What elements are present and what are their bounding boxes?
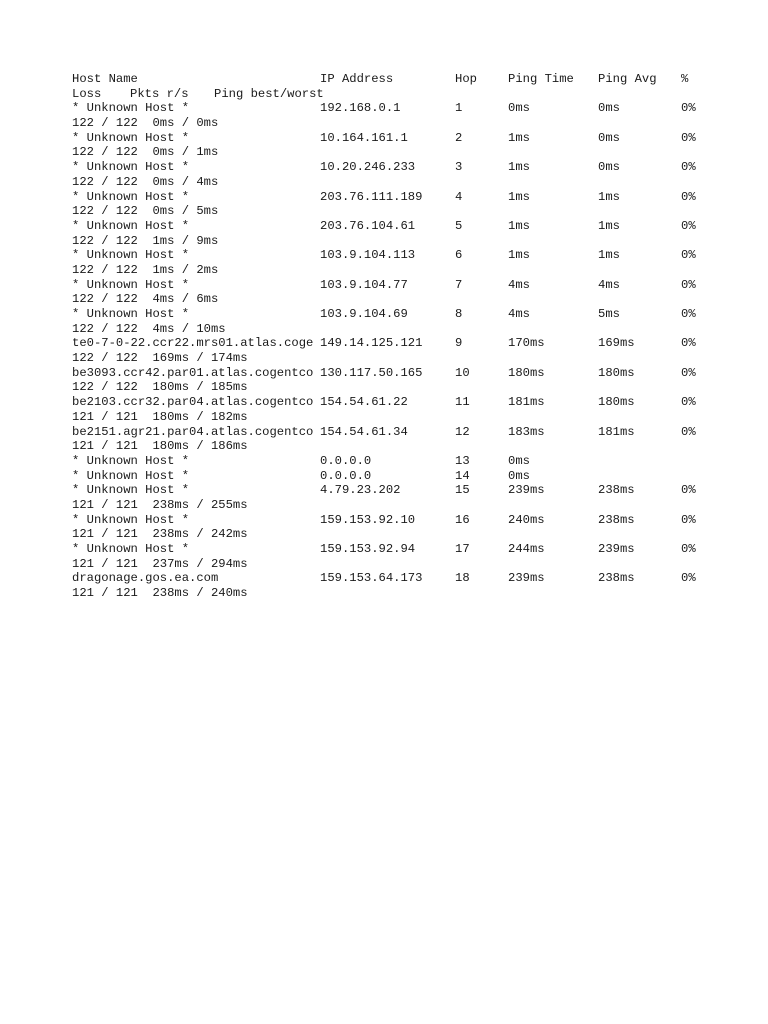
- ping-time: 170ms: [508, 336, 545, 351]
- packets-and-best-worst: 122 / 122 4ms / 6ms: [72, 292, 219, 307]
- header-row: [72, 72, 712, 87]
- loss-percent: 0%: [681, 483, 696, 498]
- packets-and-best-worst: 121 / 121 180ms / 186ms: [72, 439, 248, 454]
- hop-stats-row: [72, 586, 712, 601]
- hop-number: 18: [455, 571, 470, 586]
- ip-address: 203.76.111.189: [320, 189, 423, 204]
- loss-percent: 0%: [681, 571, 696, 586]
- hop-stats-row: [72, 234, 712, 249]
- loss-percent: 0%: [681, 365, 696, 380]
- hop-row: [72, 513, 712, 528]
- ping-avg: 1ms: [598, 189, 620, 204]
- ip-address: 159.153.92.94: [320, 542, 416, 556]
- hop-row: [72, 366, 712, 381]
- host-name: * Unknown Host *: [72, 483, 190, 498]
- hop-number: 2: [455, 130, 463, 145]
- hop-number: 10: [455, 365, 470, 380]
- hop-row: [72, 101, 712, 116]
- ping-avg: 238ms: [598, 512, 635, 527]
- header-hop: Hop: [455, 72, 477, 86]
- packets-and-best-worst: 121 / 121 238ms / 240ms: [72, 586, 248, 601]
- hop-row: [72, 571, 712, 586]
- loss-percent: 0%: [681, 160, 696, 175]
- hop-row: [72, 454, 712, 469]
- ping-time: 1ms: [508, 160, 530, 175]
- loss-percent: 0%: [681, 307, 696, 321]
- hop-row: [72, 219, 712, 234]
- header-percent: %: [681, 72, 689, 86]
- ping-avg: 0ms: [598, 101, 620, 116]
- loss-percent: 0%: [681, 218, 696, 233]
- host-name: be3093.ccr42.par01.atlas.cogentco: [72, 365, 314, 380]
- ip-address: 159.153.92.10: [320, 512, 416, 527]
- ip-address: 154.54.61.22: [320, 395, 408, 410]
- host-name: * Unknown Host *: [72, 248, 190, 263]
- ping-avg: 180ms: [598, 395, 635, 410]
- packets-and-best-worst: 122 / 122 0ms / 5ms: [72, 204, 219, 219]
- loss-percent: 0%: [681, 101, 696, 116]
- hop-row: [72, 483, 712, 498]
- loss-percent: 0%: [681, 189, 696, 204]
- ip-address: 103.9.104.69: [320, 307, 408, 321]
- hop-number: 1: [455, 101, 463, 116]
- ping-avg: 5ms: [598, 307, 620, 321]
- hop-row: [72, 469, 712, 484]
- hop-stats-row: [72, 145, 712, 160]
- ping-time: 0ms: [508, 101, 530, 116]
- host-name: * Unknown Host *: [72, 277, 190, 292]
- packets-and-best-worst: 121 / 121 237ms / 294ms: [72, 556, 248, 571]
- packets-and-best-worst: 122 / 122 4ms / 10ms: [72, 321, 226, 336]
- host-name: * Unknown Host *: [72, 101, 190, 116]
- ip-address: 103.9.104.113: [320, 248, 416, 263]
- hop-number: 12: [455, 424, 470, 439]
- hop-row: [72, 395, 712, 410]
- hop-row: [72, 542, 712, 557]
- traceroute-report: [72, 72, 712, 601]
- host-name: * Unknown Host *: [72, 130, 190, 145]
- hop-row: [72, 336, 712, 351]
- ip-address: 154.54.61.34: [320, 424, 408, 439]
- hop-stats-row: [72, 439, 712, 454]
- header-host-name: Host Name: [72, 72, 138, 86]
- host-name: be2103.ccr32.par04.atlas.cogentco: [72, 395, 314, 410]
- host-name: * Unknown Host *: [72, 512, 190, 527]
- hop-number: 17: [455, 542, 470, 556]
- hop-stats-row: [72, 292, 712, 307]
- hop-number: 6: [455, 248, 463, 263]
- loss-percent: 0%: [681, 130, 696, 145]
- ping-time: 1ms: [508, 189, 530, 204]
- hop-row: [72, 190, 712, 205]
- ping-avg: 169ms: [598, 336, 635, 351]
- hop-stats-row: [72, 498, 712, 513]
- host-name: be2151.agr21.par04.atlas.cogentco: [72, 424, 314, 439]
- ping-avg: 180ms: [598, 365, 635, 380]
- ip-address: 130.117.50.165: [320, 365, 423, 380]
- ping-time: 1ms: [508, 218, 530, 233]
- ping-avg: 1ms: [598, 218, 620, 233]
- host-name: * Unknown Host *: [72, 542, 190, 556]
- hop-number: 11: [455, 395, 470, 410]
- ip-address: 159.153.64.173: [320, 571, 423, 586]
- ping-time: 4ms: [508, 307, 530, 321]
- hop-stats-row: [72, 175, 712, 190]
- packets-and-best-worst: 122 / 122 169ms / 174ms: [72, 351, 248, 366]
- loss-percent: 0%: [681, 512, 696, 527]
- packets-and-best-worst: 121 / 121 238ms / 242ms: [72, 527, 248, 542]
- header-ping-avg: Ping Avg: [598, 72, 657, 86]
- hop-row: [72, 307, 712, 322]
- packets-and-best-worst: 121 / 121 180ms / 182ms: [72, 409, 248, 424]
- header-ping-best-worst: Ping best/worst: [214, 86, 324, 101]
- ip-address: 0.0.0.0: [320, 453, 372, 468]
- hop-number: 15: [455, 483, 470, 498]
- ip-address: 4.79.23.202: [320, 483, 401, 498]
- header-ip-address: IP Address: [320, 72, 394, 86]
- ip-address: 10.20.246.233: [320, 160, 416, 175]
- hop-number: 16: [455, 512, 470, 527]
- header-row-2: [72, 87, 712, 102]
- packets-and-best-worst: 122 / 122 0ms / 1ms: [72, 145, 219, 160]
- hop-row: [72, 248, 712, 263]
- hop-stats-row: [72, 116, 712, 131]
- packets-and-best-worst: 122 / 122 0ms / 4ms: [72, 174, 219, 189]
- ping-avg: 1ms: [598, 248, 620, 263]
- packets-and-best-worst: 121 / 121 238ms / 255ms: [72, 497, 248, 512]
- header-ping-time: Ping Time: [508, 72, 574, 86]
- hop-number: 7: [455, 277, 463, 292]
- ip-address: 149.14.125.121: [320, 336, 423, 351]
- hop-row: [72, 425, 712, 440]
- ip-address: 192.168.0.1: [320, 101, 401, 116]
- host-name: te0-7-0-22.ccr22.mrs01.atlas.coge: [72, 336, 314, 351]
- ping-time: 240ms: [508, 512, 545, 527]
- packets-and-best-worst: 122 / 122 1ms / 9ms: [72, 233, 219, 248]
- hop-number: 13: [455, 453, 470, 468]
- host-name: * Unknown Host *: [72, 218, 190, 233]
- ping-avg: 238ms: [598, 571, 635, 586]
- hop-number: 14: [455, 468, 470, 483]
- loss-percent: 0%: [681, 277, 696, 292]
- ping-time: 0ms: [508, 453, 530, 468]
- host-name: dragonage.gos.ea.com: [72, 571, 219, 586]
- ping-time: 239ms: [508, 483, 545, 498]
- ping-time: 181ms: [508, 395, 545, 410]
- host-name: * Unknown Host *: [72, 189, 190, 204]
- hop-number: 3: [455, 160, 463, 175]
- loss-percent: 0%: [681, 542, 696, 556]
- ping-avg: 4ms: [598, 277, 620, 292]
- ping-avg: 0ms: [598, 130, 620, 145]
- hop-stats-row: [72, 263, 712, 278]
- ip-address: 103.9.104.77: [320, 277, 408, 292]
- hop-stats-row: [72, 410, 712, 425]
- hop-stats-row: [72, 204, 712, 219]
- host-name: * Unknown Host *: [72, 453, 190, 468]
- ip-address: 0.0.0.0: [320, 468, 372, 483]
- ping-time: 183ms: [508, 424, 545, 439]
- loss-percent: 0%: [681, 395, 696, 410]
- header-loss: Loss: [72, 86, 102, 101]
- hop-row: [72, 131, 712, 146]
- ping-time: 1ms: [508, 130, 530, 145]
- hop-number: 8: [455, 307, 463, 321]
- ping-avg: 238ms: [598, 483, 635, 498]
- host-name: * Unknown Host *: [72, 307, 190, 321]
- hop-number: 9: [455, 336, 463, 351]
- hop-stats-row: [72, 527, 712, 542]
- hop-stats-row: [72, 322, 712, 337]
- host-name: * Unknown Host *: [72, 468, 190, 483]
- packets-and-best-worst: 122 / 122 180ms / 185ms: [72, 380, 248, 395]
- ping-time: 4ms: [508, 277, 530, 292]
- hop-stats-row: [72, 380, 712, 395]
- ping-time: 239ms: [508, 571, 545, 586]
- ping-avg: 181ms: [598, 424, 635, 439]
- loss-percent: 0%: [681, 424, 696, 439]
- loss-percent: 0%: [681, 248, 696, 263]
- hop-stats-row: [72, 557, 712, 572]
- header-pkts: Pkts r/s: [130, 86, 189, 101]
- packets-and-best-worst: 122 / 122 0ms / 0ms: [72, 116, 219, 131]
- loss-percent: 0%: [681, 336, 696, 351]
- hop-number: 5: [455, 218, 463, 233]
- ip-address: 10.164.161.1: [320, 130, 408, 145]
- hop-row: [72, 278, 712, 293]
- hop-row: [72, 160, 712, 175]
- ping-time: 180ms: [508, 365, 545, 380]
- ip-address: 203.76.104.61: [320, 218, 416, 233]
- ping-time: 0ms: [508, 468, 530, 483]
- ping-avg: 239ms: [598, 542, 635, 556]
- hop-stats-row: [72, 351, 712, 366]
- ping-time: 1ms: [508, 248, 530, 263]
- host-name: * Unknown Host *: [72, 160, 190, 175]
- ping-time: 244ms: [508, 542, 545, 556]
- packets-and-best-worst: 122 / 122 1ms / 2ms: [72, 262, 219, 277]
- ping-avg: 0ms: [598, 160, 620, 175]
- hop-rows: [72, 101, 712, 600]
- hop-number: 4: [455, 189, 463, 204]
